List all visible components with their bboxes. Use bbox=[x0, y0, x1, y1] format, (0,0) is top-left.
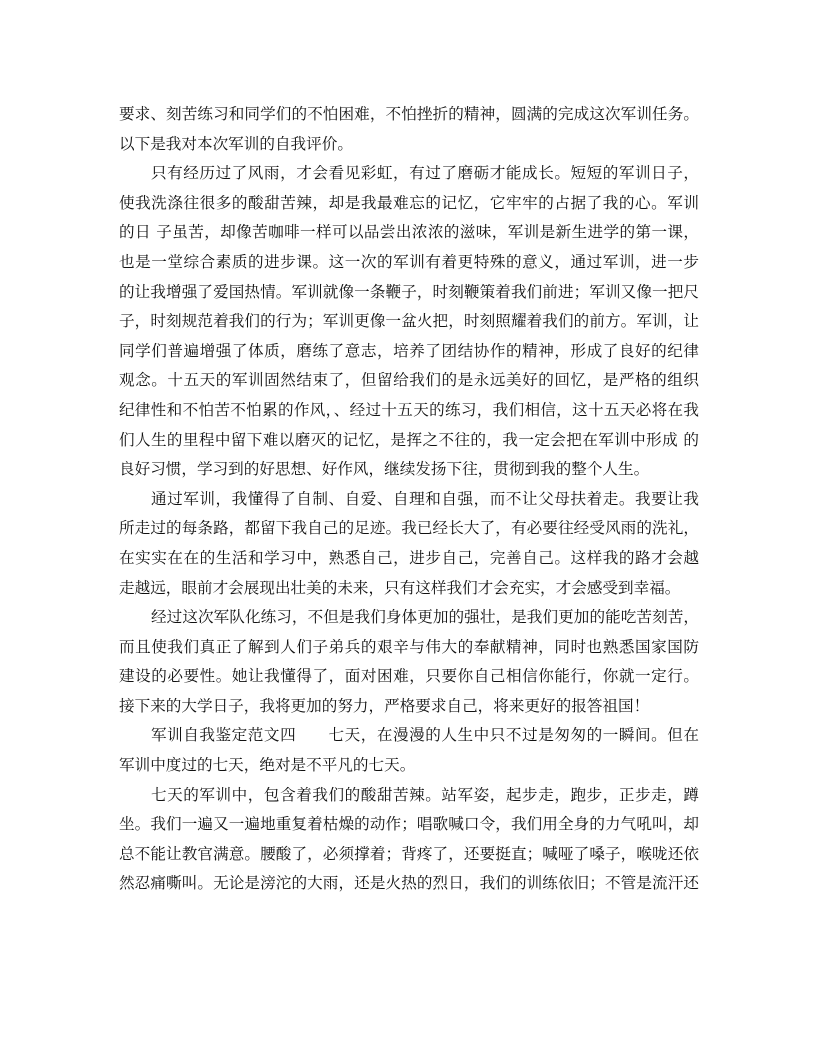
text-line: 七天的军训中，包含着我们的酸甜苦辣。站军姿，起步走，跑步，正步走，蹲 bbox=[151, 785, 699, 804]
text-line: 良好习惯，学习到的好思想、好作风，继续发扬下往，贯彻到我的整个人生。 bbox=[119, 460, 650, 479]
text-line: 总不能让教官满意。腰酸了，必须撑着；背疼了，还要挺直；喊哑了嗓子，喉咙还依 bbox=[119, 844, 699, 863]
text-line: 们人生的里程中留下难以磨灭的记忆，是挥之不往的，我一定会把在军训中形成 的 bbox=[119, 430, 699, 449]
text-line: 走越远，眼前才会展现出壮美的未来，只有这样我们才会充实，才会感受到幸福。 bbox=[119, 578, 681, 597]
text-line: 通过军训，我懂得了自制、自爱、自理和自强，而不让父母扶着走。我要让我 bbox=[151, 489, 699, 508]
text-line: 的日 子虽苦，却像苦咖啡一样可以品尝出浓浓的滋味，军训是新生进学的第一课， bbox=[119, 223, 699, 242]
text-line: 同学们普遍增强了体质，磨练了意志，培养了团结协作的精神，形成了良好的纪律 bbox=[119, 341, 699, 360]
text-line: 军训自我鉴定范文四 七天，在漫漫的人生中只不过是匆匆的一瞬间。但在 bbox=[151, 726, 699, 745]
text-line: 而且使我们真正了解到人们子弟兵的艰辛与伟大的奉献精神，同时也熟悉国家国防 bbox=[119, 637, 699, 656]
text-line: 的让我增强了爱国热情。军训就像一条鞭子，时刻鞭策着我们前进；军训又像一把尺 bbox=[119, 282, 699, 301]
text-line: 使我洗涤往很多的酸甜苦辣，却是我最难忘的记忆，它牢牢的占据了我的心。军训 bbox=[119, 193, 699, 212]
text-line: 要求、刻苦练习和同学们的不怕困难，不怕挫折的精神，圆满的完成这次军训任务。 bbox=[119, 105, 699, 123]
text-line: 纪律性和不怕苦不怕累的作风，、经过十五天的练习，我们相信，这十五天必将在我 bbox=[119, 400, 699, 419]
text-line: 子，时刻规范着我们的行为；军训更像一盆火把，时刻照耀着我们的前方。军训，让 bbox=[119, 312, 699, 331]
document-body bbox=[119, 100, 699, 899]
text-line: 坐。我们一遍又一遍地重复着枯燥的动作；唱歌喊口令，我们用全身的力气吼叫，却 bbox=[119, 815, 699, 834]
text-line: 以下是我对本次军训的自我评价。 bbox=[119, 134, 353, 153]
text-line: 观念。十五天的军训固然结束了，但留给我们的是永远美好的回忆，是严格的组织 bbox=[119, 371, 699, 390]
text-line: 在实实在在的生活和学习中，熟悉自己，进步自己，完善自己。这样我的路才会越 bbox=[119, 548, 699, 567]
text-line: 建设的必要性。她让我懂得了，面对困难，只要你自己相信你能行，你就一定行。 bbox=[119, 667, 699, 686]
text-line: 然忍痛嘶叫。无论是滂沱的大雨，还是火热的烈日，我们的训练依旧；不管是流汗还 bbox=[119, 874, 699, 893]
text-line: 接下来的大学日子，我将更加的努力，严格要求自己，将来更好的报答祖国！ bbox=[119, 696, 650, 715]
text-line: 只有经历过了风雨，才会看见彩虹，有过了磨砺才能成长。短短的军训日子， bbox=[151, 164, 699, 183]
text-line: 军训中度过的七天，绝对是不平凡的七天。 bbox=[119, 756, 416, 775]
text-line: 经过这次军队化练习，不但是我们身体更加的强壮，是我们更加的能吃苦刻苦， bbox=[151, 608, 699, 627]
text-line: 也是一堂综合素质的进步课。这一次的军训有着更特殊的意义，通过军训，进一步 bbox=[119, 252, 699, 271]
text-line: 所走过的每条路，都留下我自己的足迹。我已经长大了，有必要往经受风雨的洗礼， bbox=[119, 519, 699, 538]
